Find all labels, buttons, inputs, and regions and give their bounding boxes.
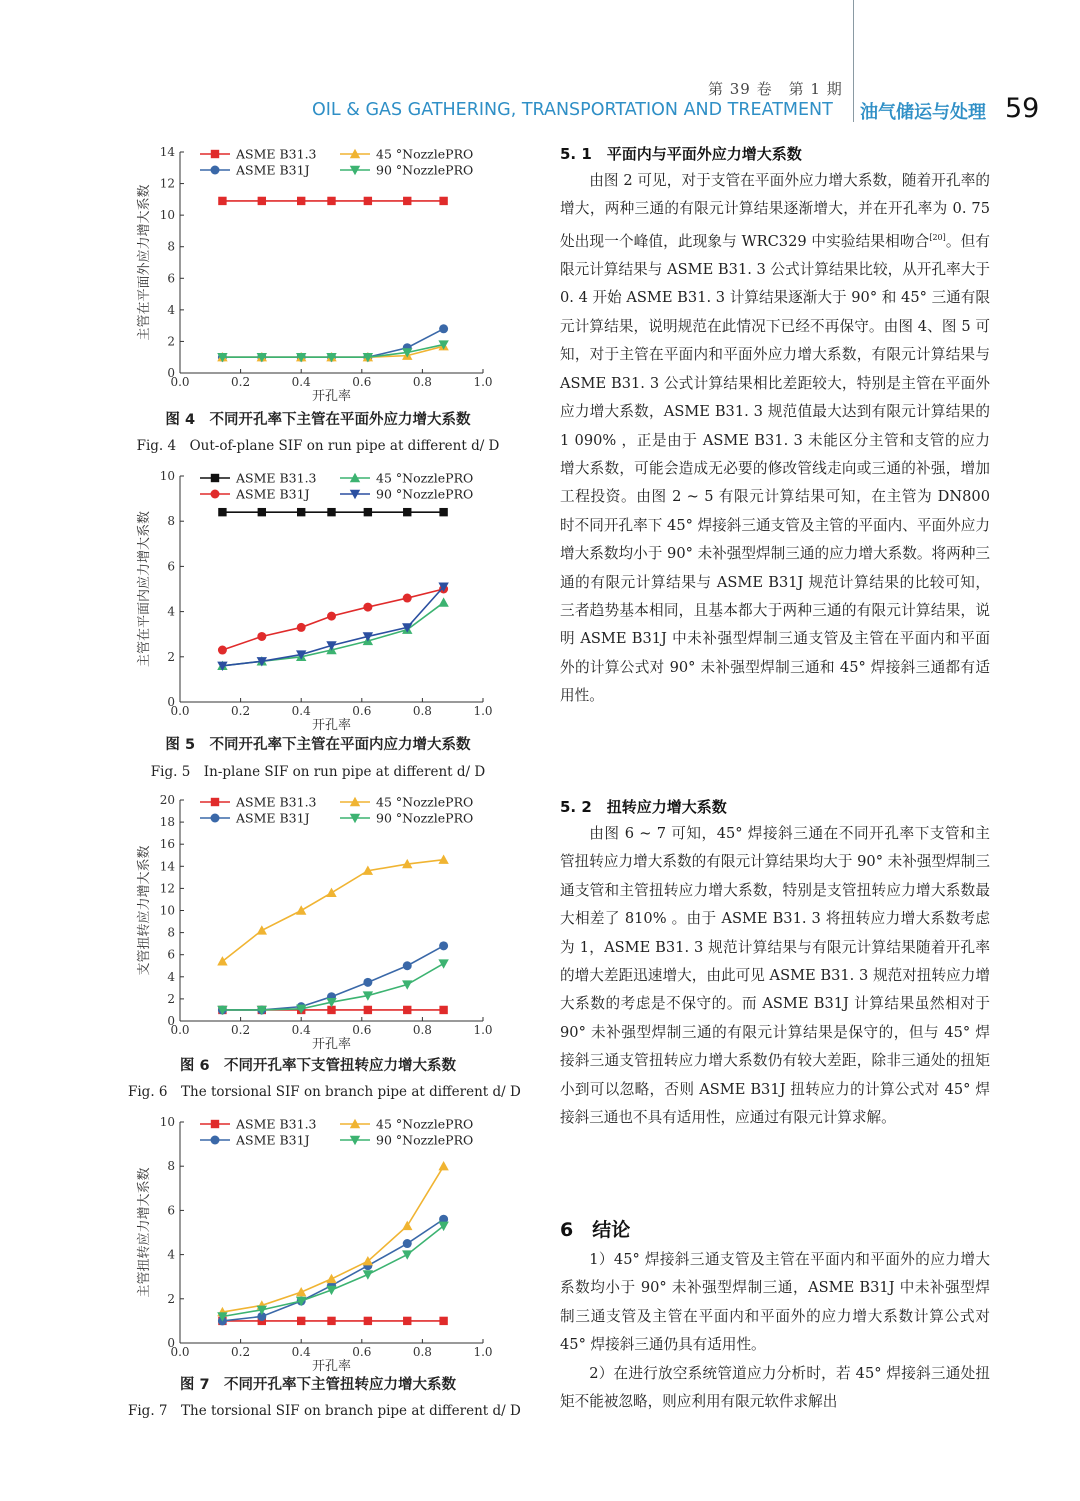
data-point [402, 1221, 412, 1230]
y-tick-label: 8 [167, 514, 175, 529]
data-point [327, 197, 335, 205]
y-tick-label: 10 [159, 903, 175, 918]
y-tick-label: 4 [167, 604, 175, 619]
legend-label: 45 °NozzlePRO [376, 794, 474, 810]
data-point [438, 1161, 448, 1170]
data-point [439, 941, 448, 950]
data-point [364, 1006, 372, 1014]
legend [200, 147, 473, 178]
data-point [403, 197, 411, 205]
data-point [403, 961, 412, 970]
section-5-2-text: 由图 6 ~ 7 可知，45° 焊接斜三通在不同开孔率下支管和主管扭转应力增大系数的有限元计算结果均大于 90° 未补强型焊制三通支管和主管扭转应力增大系数，特别是支管扭转应力增大系数最大相差了 810% 。由于 ASME B31. 3 将扭转应力增大系数考虑为 1，ASME B31. 3 规范计算结果与有限元计算结果随着开孔率的增大差距迅速增大，由此可见 ASME B31. 3 规范对扭转应力增大系数的考虑是不保守的。而 ASME B31J 计算结果虽然相对于 90° 未补强型焊制三通的有限元计算结果是保守的，但与 45° 焊接斜三通支管扭转应力增大系数仍有较大差距，除非三通处的扭矩小到可以忽略，否则 ASME B31J 扭转应力的计算公式对 45° 焊接斜三通也不具有适用性，应通过有限元计算求解。 [560, 825, 990, 1127]
y-tick-label: 6 [167, 1203, 175, 1218]
conclusion-item-1: 1）45° 焊接斜三通支管及主管在平面内和平面外的应力增大系数均小于 90° 未补强型焊制三通，ASME B31J 中未补强型焊制三通支管及主管在平面内和平面外的应力增大系数计算公式对 45° 焊接斜三通仍具有适用性。 [560, 1251, 990, 1354]
data-point [297, 1317, 305, 1325]
y-tick-label: 4 [167, 969, 175, 984]
conclusion-item-2: 2）在进行放空系统管道应力分析时，若 45° 焊接斜三通处扭矩不能被忽略，则应利用有限元软件求解出 [560, 1364, 990, 1411]
x-tick-label: 0.0 [170, 375, 190, 389]
figure-7 [128, 1108, 521, 1428]
legend [200, 795, 473, 826]
x-tick-label: 1.0 [473, 1345, 493, 1359]
y-tick-label: 8 [167, 239, 175, 254]
data-point [327, 612, 336, 621]
data-point [296, 1287, 306, 1296]
legend-marker [211, 490, 220, 499]
x-tick-label: 0.2 [231, 1023, 251, 1037]
y-tick-label: 10 [159, 469, 175, 483]
data-point [297, 623, 306, 632]
x-tick-label: 0.8 [412, 1345, 432, 1359]
data-point [363, 603, 372, 612]
x-tick-label: 0.2 [231, 375, 251, 389]
x-tick-label: 0.6 [352, 704, 372, 718]
y-tick-label: 14 [159, 859, 175, 874]
chart-fig7 [128, 1108, 508, 1373]
section-5-1-text-b: 。但有限元计算结果与 ASME B31. 3 公式计算结果比较，从开孔率大于 0. 4 开始 ASME B31. 3 计算结果逐渐大于 90° 和 45° 三通有限元计算结果，说明规范在此情况下已经不再保守。由图 4、图 5 可知，对于主管在平面内和平面外应力增大系数，有限元计算结果与 ASME B31. 3 公式计算结果相比差距较大，特别是主管在平面外应力增大系数，ASME B31. 3 规范值最大达到有限元计算结果的 1 090% ，正是由于 ASME B31. 3 未能区分主管和支管的应力增大系数，可能会造成无必要的修改管线走向或三通的补强，增加工程投资。由图 2 ~ 5 有限元计算结果可知，在主管为 DN800 时不同开孔率下 45° 焊接斜三通支管及主管的平面内、平面外应力增大系数均小于 90° 未补强型焊制三通的应力增大系数。将两种三通的有限元计算结果与 ASME B31J 规范计算结果的比较可知，三者趋势基本相同，且基本都大于两种三通的有限元计算结果，说明 ASME B31J 中未补强型焊制三通支管及主管在平面内和平面外的计算公式对 90° 未补强型焊制三通和 45° 焊接斜三通都有适用性。 [560, 232, 990, 705]
series-2 [217, 854, 449, 965]
x-tick-label: 0.6 [352, 1023, 372, 1037]
header-divider [853, 0, 854, 122]
data-point [326, 888, 336, 897]
legend-label: 45 °NozzlePRO [376, 470, 474, 486]
y-tick-label: 20 [159, 793, 175, 807]
x-axis-label: 开孔率 [311, 389, 352, 403]
y-tick-label: 16 [159, 837, 175, 852]
data-point [327, 1317, 335, 1325]
data-point [439, 1006, 447, 1014]
x-tick-label: 0.4 [291, 704, 311, 718]
x-tick-label: 0.6 [352, 1345, 372, 1359]
legend-marker [211, 150, 219, 158]
section-5-1-text-a: 由图 2 可见，对于支管在平面外应力增大系数，随着开孔率的增大，两种三通的有限元计算结果逐渐增大，并在开孔率为 0. 75 处出现一个峰值，此现象与 WRC329 中实验结果相吻合 [560, 172, 990, 250]
y-tick-label: 4 [167, 302, 175, 317]
x-tick-label: 0.4 [291, 1023, 311, 1037]
data-point [218, 197, 226, 205]
axes [136, 793, 493, 1051]
x-axis-label: 开孔率 [311, 1037, 352, 1051]
legend-label: 90 °NozzlePRO [376, 810, 474, 826]
x-tick-label: 0.2 [231, 704, 251, 718]
data-point [218, 508, 226, 516]
x-tick-label: 0.0 [170, 704, 190, 718]
figure-5 [128, 462, 508, 782]
legend-label: 90 °NozzlePRO [376, 1132, 474, 1148]
journal-title-cn: 油气储运与处理 [860, 102, 986, 123]
x-tick-label: 0.8 [412, 1023, 432, 1037]
x-tick-label: 0.0 [170, 1023, 190, 1037]
legend-label: ASME B31J [236, 810, 310, 826]
x-tick-label: 1.0 [473, 375, 493, 389]
chart-fig5 [128, 462, 508, 732]
y-tick-label: 0 [167, 366, 175, 380]
series-line [222, 860, 443, 962]
figure-4-caption-cn: 图 4 不同开孔率下主管在平面外应力增大系数 [165, 412, 471, 428]
y-tick-label: 10 [159, 1115, 175, 1129]
y-tick-label: 18 [159, 815, 175, 830]
y-tick-label: 6 [167, 271, 175, 286]
data-point [439, 1317, 447, 1325]
data-point [403, 1239, 412, 1248]
data-point [258, 197, 266, 205]
legend-label: 90 °NozzlePRO [376, 162, 474, 178]
chart-fig6 [128, 786, 508, 1051]
x-axis-label: 开孔率 [311, 718, 352, 732]
series-2 [217, 597, 449, 670]
data-point [403, 508, 411, 516]
data-point [438, 597, 448, 606]
data-point [438, 959, 448, 968]
figure-5-caption-cn: 图 5 不同开孔率下主管在平面内应力增大系数 [165, 737, 471, 753]
y-tick-label: 8 [167, 1159, 175, 1174]
legend-marker [211, 798, 219, 806]
y-tick-label: 2 [167, 991, 175, 1006]
x-tick-label: 0.4 [291, 1345, 311, 1359]
x-tick-label: 1.0 [473, 1023, 493, 1037]
y-tick-label: 14 [159, 145, 175, 159]
x-tick-label: 0.8 [412, 375, 432, 389]
section-5-1-title: 5. 1 平面内与平面外应力增大系数 [560, 145, 802, 163]
data-point [364, 508, 372, 516]
y-tick-label: 0 [167, 695, 175, 709]
legend [200, 1117, 473, 1148]
data-point [258, 508, 266, 516]
data-point [403, 1317, 411, 1325]
data-point [364, 1317, 372, 1325]
section-5-1-body [560, 167, 990, 711]
section-5-2-title: 5. 2 扭转应力增大系数 [560, 798, 727, 816]
y-tick-label: 10 [159, 208, 175, 223]
axes [136, 1115, 493, 1373]
data-point [297, 197, 305, 205]
data-point [439, 324, 448, 333]
section-5-2-body [560, 820, 990, 1132]
legend-label: ASME B31J [236, 1132, 310, 1148]
legend-marker [211, 474, 219, 482]
figure-6-caption-cn: 图 6 不同开孔率下支管扭转应力增大系数 [179, 1058, 457, 1074]
data-point [327, 508, 335, 516]
series-0 [218, 197, 448, 205]
legend-marker [211, 814, 220, 823]
figure-7-caption-en: Fig. 7 The torsional SIF on branch pipe at different d/ D [128, 1403, 521, 1419]
legend-marker [211, 1136, 220, 1145]
x-tick-label: 0.2 [231, 1345, 251, 1359]
data-point [403, 1006, 411, 1014]
y-axis-label: 主管扭转应力增大系数 [137, 1167, 152, 1298]
data-point [363, 978, 372, 987]
y-tick-label: 8 [167, 925, 175, 940]
data-point [326, 1274, 336, 1283]
y-tick-label: 0 [167, 1014, 175, 1028]
axes [136, 469, 493, 732]
y-tick-label: 2 [167, 649, 175, 664]
legend-label: ASME B31J [236, 162, 310, 178]
citation-ref: [20] [929, 232, 946, 242]
figure-4-caption-en: Fig. 4 Out-of-plane SIF on run pipe at different d/ D [136, 438, 500, 454]
legend-marker [211, 1120, 219, 1128]
x-axis-label: 开孔率 [311, 1359, 352, 1373]
y-tick-label: 6 [167, 947, 175, 962]
figure-6 [128, 786, 521, 1106]
y-tick-label: 12 [159, 881, 175, 896]
data-point [402, 1250, 412, 1259]
y-axis-label: 主管在平面外应力增大系数 [137, 184, 152, 341]
section-6-title: 6 结论 [560, 1219, 631, 1241]
x-tick-label: 0.6 [352, 375, 372, 389]
figure-5-caption-en: Fig. 5 In-plane SIF on run pipe at different d/ D [150, 764, 486, 780]
y-tick-label: 12 [159, 176, 175, 191]
data-point [439, 197, 447, 205]
x-tick-label: 0.4 [291, 375, 311, 389]
y-tick-label: 6 [167, 559, 175, 574]
journal-title-en: OIL & GAS GATHERING, TRANSPORTATION AND TREATMENT [312, 100, 833, 120]
data-point [363, 1270, 373, 1279]
legend-label: 45 °NozzlePRO [376, 1116, 474, 1132]
y-tick-label: 0 [167, 1336, 175, 1350]
legend-label: 90 °NozzlePRO [376, 486, 474, 502]
series-1 [218, 1215, 448, 1326]
x-tick-label: 0.0 [170, 1345, 190, 1359]
data-point [364, 197, 372, 205]
x-tick-label: 1.0 [473, 704, 493, 718]
data-point [218, 646, 227, 655]
data-point [296, 905, 306, 914]
section-6-body [560, 1246, 990, 1416]
y-tick-label: 2 [167, 334, 175, 349]
legend [200, 471, 473, 502]
legend-label: 45 °NozzlePRO [376, 146, 474, 162]
legend-label: ASME B31.3 [236, 146, 317, 162]
data-point [438, 854, 448, 863]
data-point [439, 508, 447, 516]
legend-marker [211, 166, 220, 175]
data-point [403, 594, 412, 603]
series-line [222, 1219, 443, 1321]
issue-info: 第 39 卷 第 1 期 [708, 80, 843, 98]
legend-label: ASME B31.3 [236, 794, 317, 810]
series-0 [218, 508, 448, 516]
data-point [297, 508, 305, 516]
figure-4 [128, 138, 508, 458]
page-number: 59 [1005, 93, 1040, 124]
axes [136, 145, 493, 403]
legend-label: ASME B31.3 [236, 1116, 317, 1132]
y-axis-label: 主管在平面内应力增大系数 [137, 510, 152, 668]
data-point [257, 925, 267, 934]
legend-label: ASME B31J [236, 486, 310, 502]
series-line [222, 329, 443, 357]
chart-fig4 [128, 138, 508, 403]
x-tick-label: 0.8 [412, 704, 432, 718]
data-point [257, 632, 266, 641]
series-line [222, 1226, 443, 1317]
figure-6-caption-en: Fig. 6 The torsional SIF on branch pipe at different d/ D [128, 1084, 521, 1100]
y-tick-label: 2 [167, 1291, 175, 1306]
legend-label: ASME B31.3 [236, 470, 317, 486]
y-axis-label: 支管扭转应力增大系数 [137, 845, 152, 976]
figure-7-caption-cn: 图 7 不同开孔率下主管扭转应力增大系数 [179, 1377, 457, 1393]
y-tick-label: 4 [167, 1247, 175, 1262]
